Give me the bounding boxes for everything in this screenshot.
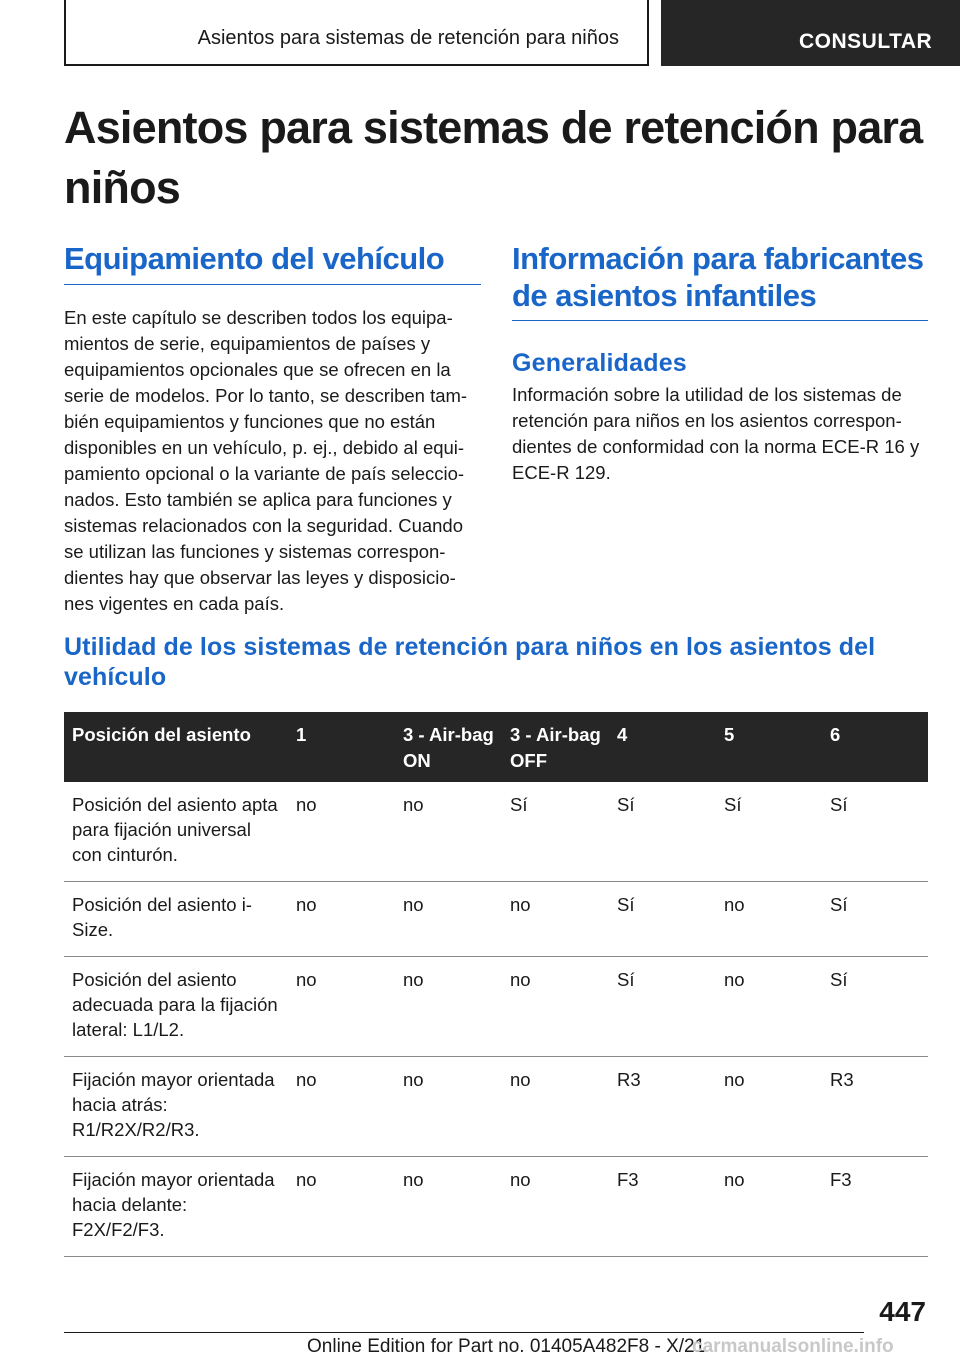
table-cell: R3 xyxy=(609,1057,716,1157)
table-cell: Sí xyxy=(502,782,609,882)
table-row xyxy=(64,1157,928,1257)
section-heading-manufacturers: Información para fabricantes de asientos infantiles xyxy=(512,241,924,313)
table-row xyxy=(64,1057,928,1157)
table-cell: no xyxy=(716,957,822,1057)
page-title: Asientos para sistemas de retención para niños xyxy=(64,102,923,213)
consult-button[interactable] xyxy=(661,0,960,66)
column-header: 6 xyxy=(822,712,928,782)
table-cell: Fijación mayor orientada hacia atrás: R1/R2X/R2/R3. xyxy=(64,1057,288,1157)
column-header: 3 - Air-bag OFF xyxy=(502,712,609,782)
equipment-paragraph: En este capítulo se describen todos los equipa-mientos de serie, equipamientos de países y equipamientos opcionales que se ofrecen en la serie de modelos. Por lo tanto, se describen tam-bién equipamientos y funciones que no están disponibles en un vehículo, p. ej., debido al equi-pamiento opcional o la variante de país seleccio-nados. Esto también se aplica para funciones y sistemas relacionados con la seguridad. Cuando se utilizan las funciones y sistemas correspon-dientes hay que observar las leyes y disposicio-nes vigentes en cada país. xyxy=(64,307,468,614)
table-cell: Posición del asiento apta para fijación universal con cinturón. xyxy=(64,782,288,882)
table-cell: Sí xyxy=(822,782,928,882)
page-number: 447 xyxy=(879,1296,926,1327)
table-cell: Sí xyxy=(609,882,716,957)
column-header: 4 xyxy=(609,712,716,782)
table-cell: F3 xyxy=(822,1157,928,1257)
watermark-logo: carmanualsonline.info xyxy=(692,1336,894,1357)
table-cell: Posición del asiento adecuada para la fijación lateral: L1/L2. xyxy=(64,957,288,1057)
table-cell: Sí xyxy=(609,957,716,1057)
table-row xyxy=(64,782,928,882)
section-divider xyxy=(64,284,481,285)
table-cell: no xyxy=(502,1157,609,1257)
table-cell: no xyxy=(502,882,609,957)
subheading-general: Generalidades xyxy=(512,349,687,377)
table-cell: no xyxy=(716,1057,822,1157)
child-seat-compatibility-table xyxy=(64,712,928,1257)
table-cell: no xyxy=(716,1157,822,1257)
table-cell: F3 xyxy=(609,1157,716,1257)
table-cell: Sí xyxy=(716,782,822,882)
table-header-row xyxy=(64,712,928,782)
column-header: Posición del asiento xyxy=(64,712,288,782)
right-column xyxy=(512,240,928,486)
table-cell: R3 xyxy=(822,1057,928,1157)
table-cell: no xyxy=(395,1057,502,1157)
column-header: 3 - Air-bag ON xyxy=(395,712,502,782)
general-paragraph: Información sobre la utilidad de los sistemas de retención para niños en los asientos correspon-dientes de conformidad con la norma ECE-R 16 y ECE-R 129. xyxy=(512,384,920,483)
table-section-heading: Utilidad de los sistemas de retención para niños en los asientos del vehículo xyxy=(64,633,876,691)
table-cell: Sí xyxy=(609,782,716,882)
header-section-title: Asientos para sistemas de retención para niños xyxy=(197,27,619,49)
table-cell: Posición del asiento i-Size. xyxy=(64,882,288,957)
table-cell: no xyxy=(395,882,502,957)
table-cell: no xyxy=(502,1057,609,1157)
table-cell: no xyxy=(288,957,395,1057)
table-cell: no xyxy=(288,1057,395,1157)
table-cell: Sí xyxy=(822,882,928,957)
table-cell: no xyxy=(502,957,609,1057)
edition-text: Online Edition for Part no. 01405A482F8 - X/21 xyxy=(307,1336,706,1357)
table-row xyxy=(64,882,928,957)
column-header: 5 xyxy=(716,712,822,782)
section-heading-equipment: Equipamiento del vehículo xyxy=(64,241,445,276)
section-divider xyxy=(512,320,928,321)
footer-divider xyxy=(64,1332,864,1333)
page-header xyxy=(64,0,960,66)
table-cell: Fijación mayor orientada hacia delante: F2X/F2/F3. xyxy=(64,1157,288,1257)
left-column xyxy=(64,240,481,617)
table-cell: no xyxy=(395,782,502,882)
table-cell: no xyxy=(288,782,395,882)
column-header: 1 xyxy=(288,712,395,782)
table-cell: no xyxy=(288,882,395,957)
table-cell: no xyxy=(395,1157,502,1257)
table-row xyxy=(64,957,928,1057)
consult-button-label: CONSULTAR xyxy=(799,30,933,53)
header-section-tab xyxy=(64,0,649,66)
table-cell: no xyxy=(395,957,502,1057)
table-cell: Sí xyxy=(822,957,928,1057)
table-cell: no xyxy=(288,1157,395,1257)
table-cell: no xyxy=(716,882,822,957)
